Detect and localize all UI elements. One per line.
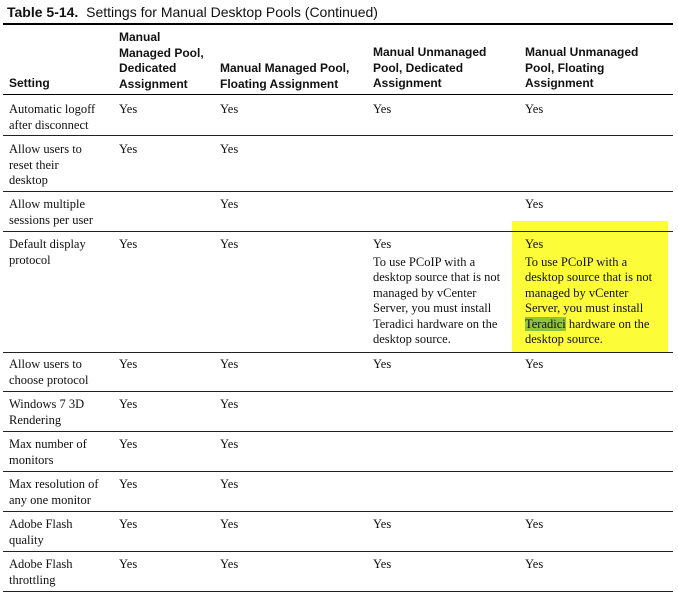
row-3d-rendering-c1: Yes [119, 397, 138, 411]
row-display-protocol-c3: Yes To use PCoIP with a desktop source that is not managed by vCenter Server, you must install Teradici hardware on the desktop source. [373, 237, 501, 346]
table-bottom-rule [3, 591, 673, 592]
table-top-rule [3, 23, 673, 25]
row-flash-throttling-c4: Yes [525, 557, 544, 571]
row-automatic-logoff-setting: Automatic logoff after disconnect [9, 102, 96, 132]
row-flash-throttling-c3: Yes [373, 557, 392, 571]
row-automatic-logoff-c2: Yes [220, 102, 239, 116]
row-flash-throttling-c2: Yes [220, 557, 239, 571]
header-manual-managed-dedicated: Manual Managed Pool, Dedicated Assignment [119, 30, 204, 91]
row-flash-throttling-setting: Adobe Flash throttling [9, 557, 73, 587]
row-choose-protocol-c4: Yes [525, 357, 544, 371]
row-max-resolution-c1: Yes [119, 477, 138, 491]
row-3d-rendering-c2: Yes [220, 397, 239, 411]
row-choose-protocol-setting: Allow users to choose protocol [9, 357, 89, 387]
row-reset-desktop-c1: Yes [119, 142, 138, 156]
header-manual-managed-floating: Manual Managed Pool, Floating Assignment [220, 61, 350, 91]
row-divider [3, 391, 673, 392]
row-flash-quality-c4: Yes [525, 517, 544, 531]
row-display-protocol-c1: Yes [119, 237, 138, 251]
row-max-resolution-setting: Max resolution of any one monitor [9, 477, 99, 507]
row-display-protocol-c2: Yes [220, 237, 239, 251]
row-multiple-sessions-c2: Yes [220, 197, 239, 211]
teradici-highlight: Teradici [525, 316, 566, 331]
row-divider [3, 191, 673, 192]
header-manual-unmanaged-dedicated: Manual Unmanaged Pool, Dedicated Assignment [373, 45, 487, 90]
row-divider [3, 471, 673, 472]
row-max-monitors-c2: Yes [220, 437, 239, 451]
header-manual-unmanaged-floating: Manual Unmanaged Pool, Floating Assignment [525, 45, 639, 90]
table-number: Table 5-14. [7, 4, 79, 20]
row-max-resolution-c2: Yes [220, 477, 239, 491]
row-divider [3, 431, 673, 432]
row-automatic-logoff-c4: Yes [525, 102, 544, 116]
table-caption [7, 4, 378, 20]
row-divider [3, 231, 673, 232]
row-automatic-logoff-c3: Yes [373, 102, 392, 116]
row-divider [3, 511, 673, 512]
row-choose-protocol-c3: Yes [373, 357, 392, 371]
row-flash-quality-c1: Yes [119, 517, 138, 531]
row-flash-quality-c2: Yes [220, 517, 239, 531]
row-divider [3, 135, 673, 136]
row-3d-rendering-setting: Windows 7 3D Rendering [9, 397, 85, 427]
row-reset-desktop-setting: Allow users to reset their desktop [9, 142, 82, 187]
row-display-protocol-c4: Yes To use PCoIP with a desktop source that is not managed by vCenter Server, you must install Teradici hardware on the desktop source. [525, 237, 653, 346]
row-display-protocol-setting: Default display protocol [9, 237, 86, 267]
row-choose-protocol-c1: Yes [119, 357, 138, 371]
row-automatic-logoff-c1: Yes [119, 102, 138, 116]
row-reset-desktop-c2: Yes [220, 142, 239, 156]
row-divider [3, 551, 673, 552]
row-max-monitors-c1: Yes [119, 437, 138, 451]
row-flash-quality-c3: Yes [373, 517, 392, 531]
row-flash-quality-setting: Adobe Flash quality [9, 517, 73, 547]
row-multiple-sessions-setting: Allow multiple sessions per user [9, 197, 94, 227]
row-choose-protocol-c2: Yes [220, 357, 239, 371]
table-title: Settings for Manual Desktop Pools (Continued) [86, 4, 378, 20]
pcoip-note: To use PCoIP with a desktop source that is not managed by vCenter Server, you must install Teradici hardware on the desktop source. [373, 254, 501, 346]
header-setting: Setting [9, 76, 50, 90]
row-divider [3, 352, 673, 353]
pcoip-note-highlighted: To use PCoIP with a desktop source that is not managed by vCenter Server, you must install Teradici hardware on the desktop source. [525, 254, 653, 346]
row-multiple-sessions-c4: Yes [525, 197, 544, 211]
row-max-monitors-setting: Max number of monitors [9, 437, 87, 467]
header-bottom-rule [3, 94, 673, 95]
row-flash-throttling-c1: Yes [119, 557, 138, 571]
